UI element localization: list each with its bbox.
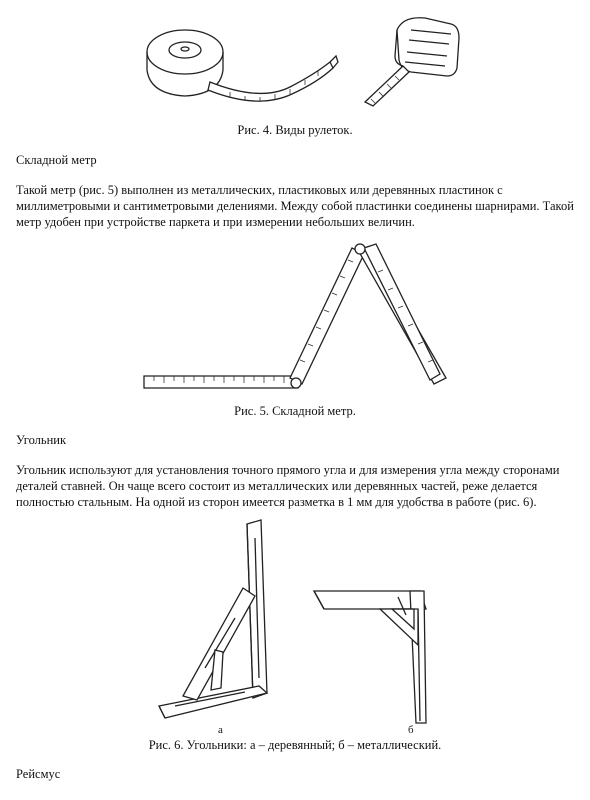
paragraph-line: деталей ставней. Он чаще всего состоит из металлических или деревянных частей, реже делается (16, 479, 538, 493)
metal-square-illustration (310, 585, 440, 725)
section-heading-marking-gauge: Рейсмус (16, 767, 61, 781)
paragraph-line: Угольник используют для установления точного прямого угла и для измерения угла между сторонами (16, 463, 560, 477)
figure-5-caption: Рис. 5. Складной метр. (234, 404, 356, 418)
section-heading-folding-meter: Складной метр (16, 153, 97, 167)
section-heading-square: Угольник (16, 433, 67, 447)
figure-6-label-b: б (408, 724, 414, 736)
paragraph-line: миллиметровыми и сантиметровыми делениями. Между собой пластинки соединены шарнирами. Такой (16, 199, 574, 213)
tape-measure-round-illustration (140, 12, 340, 112)
tape-measure-case-illustration (355, 10, 465, 110)
figure-6-label-a: а (218, 724, 223, 736)
paragraph-line: полностью стальным. На одной из сторон имеется разметка в 1 мм для удобства в работе (рис. 6). (16, 495, 537, 509)
figure-6-caption: Рис. 6. Угольники: а – деревянный; б – металлический. (148, 738, 442, 752)
paragraph-folding-meter (16, 182, 584, 230)
wooden-square-illustration (155, 518, 275, 723)
paragraph-line: Такой метр (рис. 5) выполнен из металлических, пластиковых или деревянных пластинок с (16, 183, 503, 197)
paragraph-line: метр удобен при устройстве паркета и при измерении небольших величин. (16, 215, 415, 229)
paragraph-square (16, 462, 584, 510)
figure-4-caption: Рис. 4. Виды рулеток. (237, 123, 353, 137)
folding-meter-illustration (140, 238, 450, 398)
